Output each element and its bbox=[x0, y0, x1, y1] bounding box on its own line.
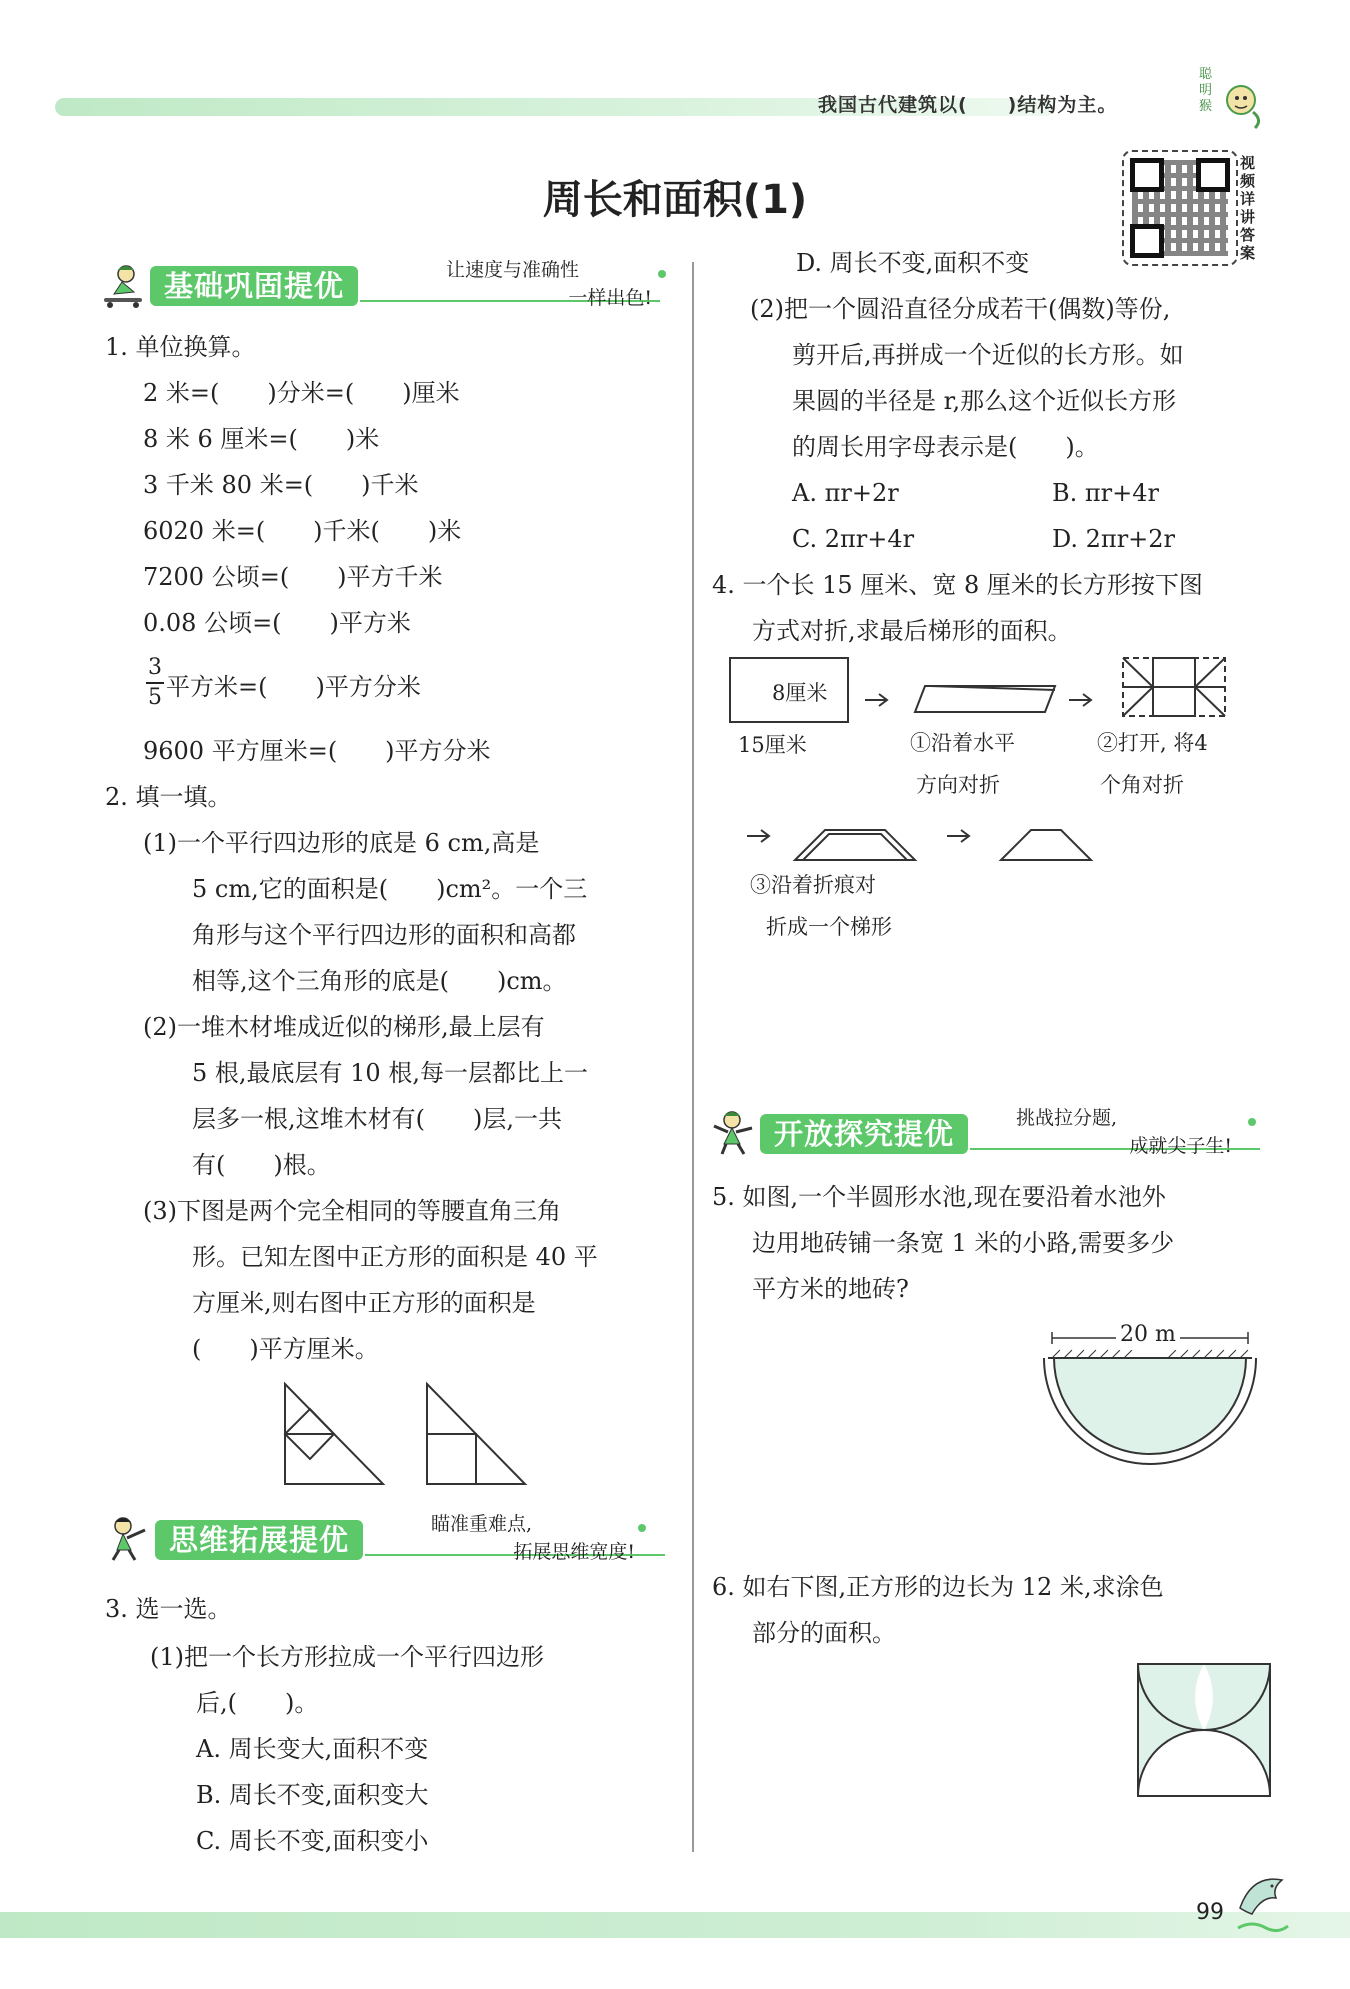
arrow-icon bbox=[865, 694, 887, 706]
q5-line: 5. 如图,一个半圆形水池,现在要沿着水池外 bbox=[712, 1183, 1166, 1211]
q4-line: 4. 一个长 15 厘米、宽 8 厘米的长方形按下图 bbox=[712, 571, 1203, 599]
dolphin-icon bbox=[1232, 1868, 1292, 1938]
step1-caption: ①沿着水平 bbox=[910, 731, 1015, 755]
qr-caption-char: 频 bbox=[1240, 172, 1256, 190]
q2-p3-line: (3)下图是两个完全相同的等腰直角三角 bbox=[143, 1197, 561, 1225]
q1-fraction-denominator: 5 bbox=[148, 685, 162, 710]
section-banner-thinking bbox=[105, 1513, 670, 1563]
step3-caption: ③沿着折痕对 bbox=[750, 873, 876, 897]
q3-option-b: B. 周长不变,面积变大 bbox=[196, 1781, 429, 1809]
qr-caption-char: 案 bbox=[1240, 244, 1256, 262]
q5-line: 边用地砖铺一条宽 1 米的小路,需要多少 bbox=[752, 1229, 1175, 1257]
step2-caption: 个角对折 bbox=[1100, 773, 1184, 797]
q2-p2-line: (2)一堆木材堆成近似的梯形,最上层有 bbox=[143, 1013, 545, 1041]
arrow-icon bbox=[747, 830, 769, 842]
q3-p2-option-b: B. πr+4r bbox=[1052, 479, 1159, 507]
q3-option-d: D. 周长不变,面积不变 bbox=[796, 249, 1030, 277]
fraction-bar bbox=[146, 682, 164, 684]
section-title-thinking: 思维拓展提优 bbox=[155, 1520, 363, 1560]
section-slogan-basic-2: 一样出色! bbox=[568, 287, 652, 309]
q1-line: 9600 平方厘米=( )平方分米 bbox=[143, 737, 491, 765]
section-slogan-open-1: 挑战拉分题, bbox=[1016, 1107, 1118, 1129]
q3-p2-option-a: A. πr+2r bbox=[792, 479, 899, 507]
q1-line: 3 千米 80 米=( )千米 bbox=[143, 471, 419, 499]
q4-line: 方式对折,求最后梯形的面积。 bbox=[752, 617, 1072, 645]
arrow-icon bbox=[1069, 694, 1091, 706]
q3-p1-line: (1)把一个长方形拉成一个平行四边形 bbox=[150, 1643, 544, 1671]
section-slogan-thinking-2: 拓展思维宽度! bbox=[513, 1541, 635, 1563]
step1-caption: 方向对折 bbox=[916, 773, 1000, 797]
section-slogan-thinking-1: 瞄准重难点, bbox=[431, 1513, 533, 1535]
kungfu-kid-icon bbox=[105, 1516, 151, 1562]
q3-p2-line: 的周长用字母表示是( )。 bbox=[792, 433, 1099, 461]
q3-p2-option-c: C. 2πr+4r bbox=[792, 525, 915, 553]
q3-p2-option-d: D. 2πr+2r bbox=[1052, 525, 1176, 553]
rect-width-label: 8厘米 bbox=[772, 681, 828, 705]
q2-p1-line: 5 cm,它的面积是( )cm²。一个三 bbox=[192, 875, 588, 903]
qr-code-icon[interactable] bbox=[1122, 150, 1238, 266]
q2-p1-line: (1)一个平行四边形的底是 6 cm,高是 bbox=[143, 829, 540, 857]
q3-heading: 3. 选一选。 bbox=[105, 1595, 232, 1623]
arrow-icon bbox=[947, 830, 969, 842]
q2-p2-line: 有( )根。 bbox=[192, 1151, 331, 1179]
q3-p1-line: 后,( )。 bbox=[196, 1689, 319, 1717]
step2-caption: ②打开, 将4 bbox=[1097, 731, 1208, 755]
qr-caption-char: 详 bbox=[1240, 190, 1256, 208]
section-banner-open bbox=[710, 1107, 1260, 1157]
step3-caption: 折成一个梯形 bbox=[766, 915, 892, 939]
section-title-basic: 基础巩固提优 bbox=[150, 266, 358, 306]
q3-option-a: A. 周长变大,面积不变 bbox=[196, 1735, 429, 1763]
triangles-figure bbox=[275, 1380, 535, 1488]
q2-p3-line: 方厘米,则右图中正方形的面积是 bbox=[192, 1289, 536, 1317]
section-title-open: 开放探究提优 bbox=[760, 1114, 968, 1154]
monkey-mascot-icon bbox=[1195, 60, 1267, 132]
page-number: 99 bbox=[1196, 1900, 1224, 1925]
q6-line: 部分的面积。 bbox=[752, 1619, 896, 1647]
q3-option-c: C. 周长不变,面积变小 bbox=[196, 1827, 429, 1855]
qr-caption-char: 视 bbox=[1240, 154, 1256, 172]
footer-bar bbox=[0, 1912, 1350, 1938]
column-divider bbox=[692, 262, 694, 1852]
q2-heading: 2. 填一填。 bbox=[105, 783, 232, 811]
q1-line: 2 米=( )分米=( )厘米 bbox=[143, 379, 460, 407]
q3-p2-line: 果圆的半径是 r,那么这个近似长方形 bbox=[792, 387, 1177, 415]
qr-caption bbox=[1240, 154, 1260, 262]
q2-p3-line: ( )平方厘米。 bbox=[192, 1335, 379, 1363]
mascot-char-3: 猴 bbox=[1199, 99, 1213, 114]
section-slogan-open-2: 成就尖子生! bbox=[1129, 1135, 1232, 1157]
q2-p2-line: 5 根,最底层有 10 根,每一层都比上一 bbox=[192, 1059, 588, 1087]
q1-line: 0.08 公顷=( )平方米 bbox=[143, 609, 411, 637]
mascot-char-2: 明 bbox=[1199, 83, 1213, 98]
q1-fraction-numerator: 3 bbox=[148, 655, 162, 680]
mascot-char-1: 聪 bbox=[1199, 67, 1213, 82]
section-slogan-basic-1: 让速度与准确性 bbox=[446, 259, 580, 281]
q1-line: 8 米 6 厘米=( )米 bbox=[143, 425, 380, 453]
q3-p2-line: (2)把一个圆沿直径分成若干(偶数)等份, bbox=[750, 295, 1171, 323]
q1-heading: 1. 单位换算。 bbox=[105, 333, 256, 361]
q2-p1-line: 角形与这个平行四边形的面积和高都 bbox=[192, 921, 576, 949]
q5-line: 平方米的地砖? bbox=[752, 1275, 909, 1303]
skateboard-kid-icon bbox=[100, 262, 146, 308]
right-inscribed-square bbox=[427, 1434, 476, 1484]
rect-length-label: 15厘米 bbox=[738, 733, 807, 757]
q3-p2-line: 剪开后,再拼成一个近似的长方形。如 bbox=[792, 341, 1184, 369]
q2-p3-line: 形。已知左图中正方形的面积是 40 平 bbox=[192, 1243, 598, 1271]
header-hint: 我国古代建筑以( )结构为主。 bbox=[818, 94, 1118, 116]
qr-caption-char: 讲 bbox=[1240, 208, 1256, 226]
shaded-square-figure bbox=[1134, 1660, 1274, 1800]
karate-kid-icon bbox=[710, 1110, 756, 1156]
q1-line: 6020 米=( )千米( )米 bbox=[143, 517, 462, 545]
q2-p1-line: 相等,这个三角形的底是( )cm。 bbox=[192, 967, 567, 995]
page-title: 周长和面积(1) bbox=[542, 177, 808, 223]
trapezoid-folded bbox=[795, 830, 915, 860]
folded-strip bbox=[915, 686, 1055, 712]
q6-line: 6. 如右下图,正方形的边长为 12 米,求涂色 bbox=[712, 1573, 1164, 1601]
q2-p2-line: 层多一根,这堆木材有( )层,一共 bbox=[192, 1105, 562, 1133]
q1-fraction-line: 平方米=( )平方分米 bbox=[166, 673, 421, 701]
section-banner-basic bbox=[100, 259, 670, 309]
q1-line: 7200 公顷=( )平方千米 bbox=[143, 563, 443, 591]
final-trapezoid bbox=[1001, 830, 1091, 860]
diameter-label: 20 m bbox=[1116, 1320, 1180, 1350]
qr-caption-char: 答 bbox=[1240, 226, 1256, 244]
